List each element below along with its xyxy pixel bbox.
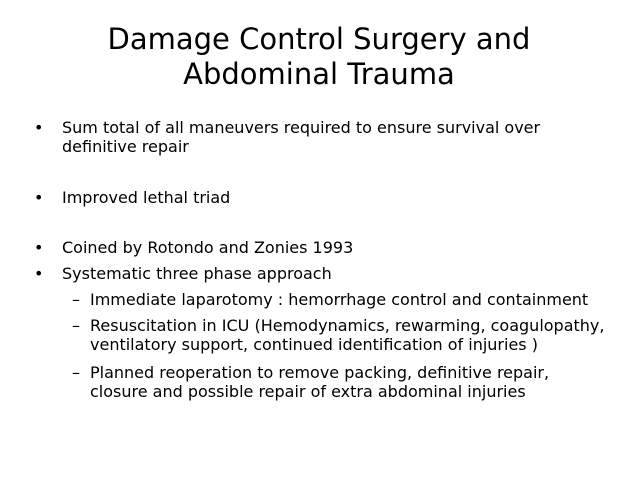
sub-bullet-mark: –	[72, 316, 80, 335]
sub-bullet-line: Resuscitation in ICU (Hemodynamics, rewarming, coagulopathy,	[90, 316, 605, 335]
sub-bullet-text	[90, 363, 630, 401]
sub-bullet-text: Immediate laparotomy : hemorrhage control and containment	[90, 290, 589, 309]
bullet-text: Coined by Rotondo and Zonies 1993	[62, 238, 354, 257]
bullet-line: definitive repair	[62, 137, 189, 156]
bullet-line: Sum total of all maneuvers required to ensure survival over	[62, 118, 541, 137]
bullet-mark: •	[34, 118, 44, 137]
bullet-mark: •	[34, 238, 44, 257]
sub-bullet-text	[90, 316, 630, 354]
sub-bullet-mark: –	[72, 290, 80, 309]
sub-bullet-mark: –	[72, 363, 80, 382]
bullet-mark: •	[34, 188, 44, 207]
title-line-1: Damage Control Surgery and	[107, 22, 531, 56]
bullet-mark: •	[34, 264, 44, 283]
bullet-text	[62, 118, 622, 156]
bullet-text: Systematic three phase approach	[62, 264, 332, 283]
bullet-text: Improved lethal triad	[62, 188, 231, 207]
sub-bullet-line: closure and possible repair of extra abdominal injuries	[90, 382, 526, 401]
sub-bullet-line: ventilatory support, continued identification of injuries )	[90, 335, 538, 354]
sub-bullet-line: Planned reoperation to remove packing, definitive repair,	[90, 363, 550, 382]
title-line-2: Abdominal Trauma	[183, 57, 455, 91]
